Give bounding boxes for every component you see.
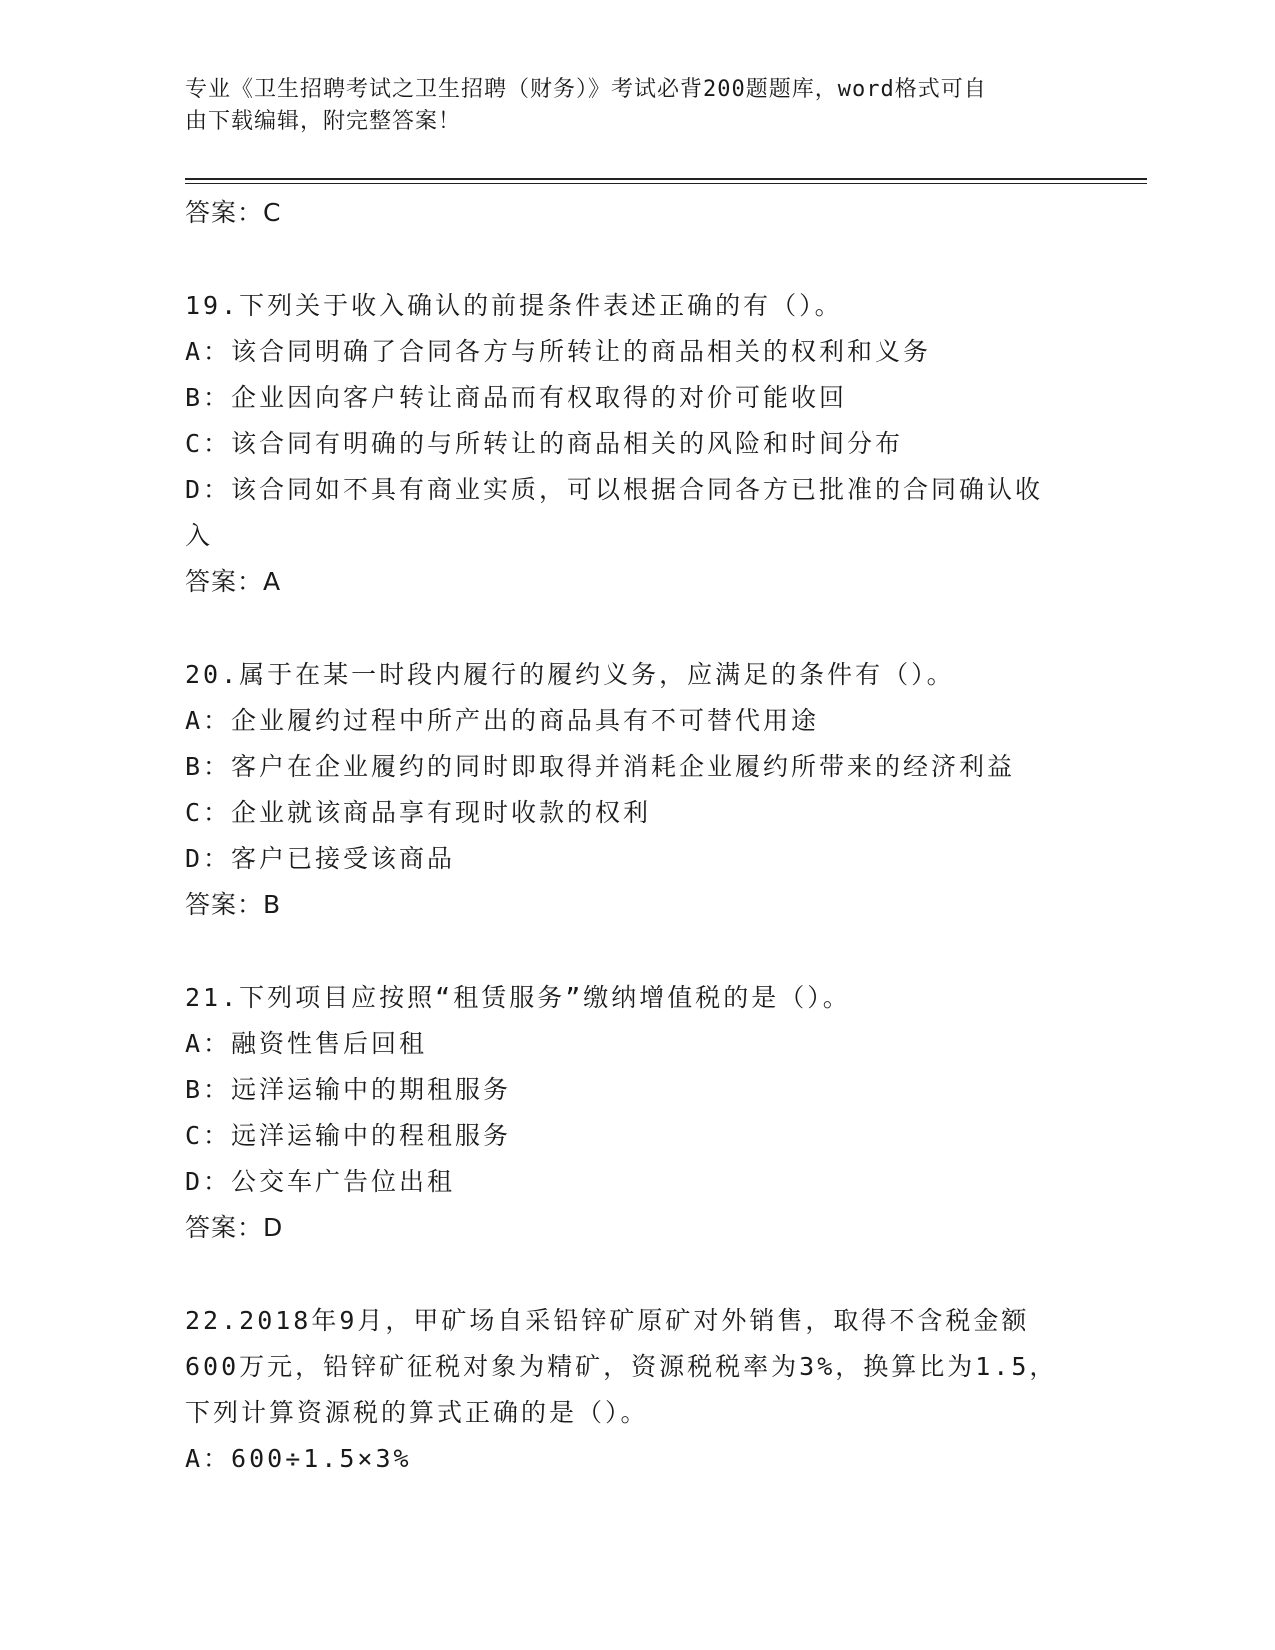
- question-block: [185, 1298, 1085, 1482]
- question-option: A：该合同明确了合同各方与所转让的商品相关的权利和义务: [185, 337, 932, 366]
- question-option: A：企业履约过程中所产出的商品具有不可替代用途: [185, 706, 820, 735]
- question-stem: 20.属于在某一时段内履行的履约义务，应满足的条件有（）。: [185, 660, 955, 689]
- question-option: 入: [185, 521, 214, 550]
- question-option: C：企业就该商品享有现时收款的权利: [185, 798, 652, 827]
- question-option: A：融资性售后回租: [185, 1029, 428, 1058]
- question-option: D：该合同如不具有商业实质，可以根据合同各方已批准的合同确认收: [185, 475, 1044, 504]
- answer-label: 答案：D: [185, 1213, 284, 1242]
- questions-container: [185, 236, 1085, 1482]
- question-gap: [185, 605, 1085, 652]
- question-option: B：客户在企业履约的同时即取得并消耗企业履约所带来的经济利益: [185, 752, 1016, 781]
- answer-label: 答案：B: [185, 890, 282, 919]
- question-stem: 19.下列关于收入确认的前提条件表述正确的有（）。: [185, 291, 843, 320]
- answer-label: 答案：C: [185, 198, 282, 227]
- question-block: [185, 283, 1085, 605]
- question-stem: 22.2018年9月，甲矿场自采铅锌矿原矿对外销售，取得不含税金额: [185, 1306, 1030, 1335]
- question-block: [185, 975, 1085, 1251]
- question-stem: 600万元，铅锌矿征税对象为精矿，资源税税率为3%，换算比为1.5，: [185, 1352, 1058, 1381]
- question-option: D：客户已接受该商品: [185, 844, 456, 873]
- question-block: [185, 652, 1085, 928]
- question-stem: 下列计算资源税的算式正确的是（）。: [185, 1398, 649, 1427]
- question-gap: [185, 1251, 1085, 1298]
- answer-label: 答案：A: [185, 567, 282, 596]
- document-header: [185, 74, 1065, 138]
- header-divider-thin: [185, 183, 1147, 184]
- question-option: A：600÷1.5×3%: [185, 1444, 412, 1473]
- question-list: [185, 190, 1085, 1482]
- question-option: B：远洋运输中的期租服务: [185, 1075, 512, 1104]
- question-option: B：企业因向客户转让商品而有权取得的对价可能收回: [185, 383, 848, 412]
- question-option: D：公交车广告位出租: [185, 1167, 456, 1196]
- question-gap: [185, 928, 1085, 975]
- header-line-2: 由下载编辑，附完整答案！: [185, 109, 462, 134]
- question-gap: [185, 236, 1085, 283]
- header-divider-thick: [185, 178, 1147, 180]
- question-option: C：远洋运输中的程租服务: [185, 1121, 512, 1150]
- question-option: C：该合同有明确的与所转让的商品相关的风险和时间分布: [185, 429, 904, 458]
- header-line-1: 专业《卫生招聘考试之卫生招聘（财务）》考试必背200题题库，word格式可自: [185, 77, 987, 102]
- question-stem: 21.下列项目应按照“租赁服务”缴纳增值税的是（）。: [185, 983, 851, 1012]
